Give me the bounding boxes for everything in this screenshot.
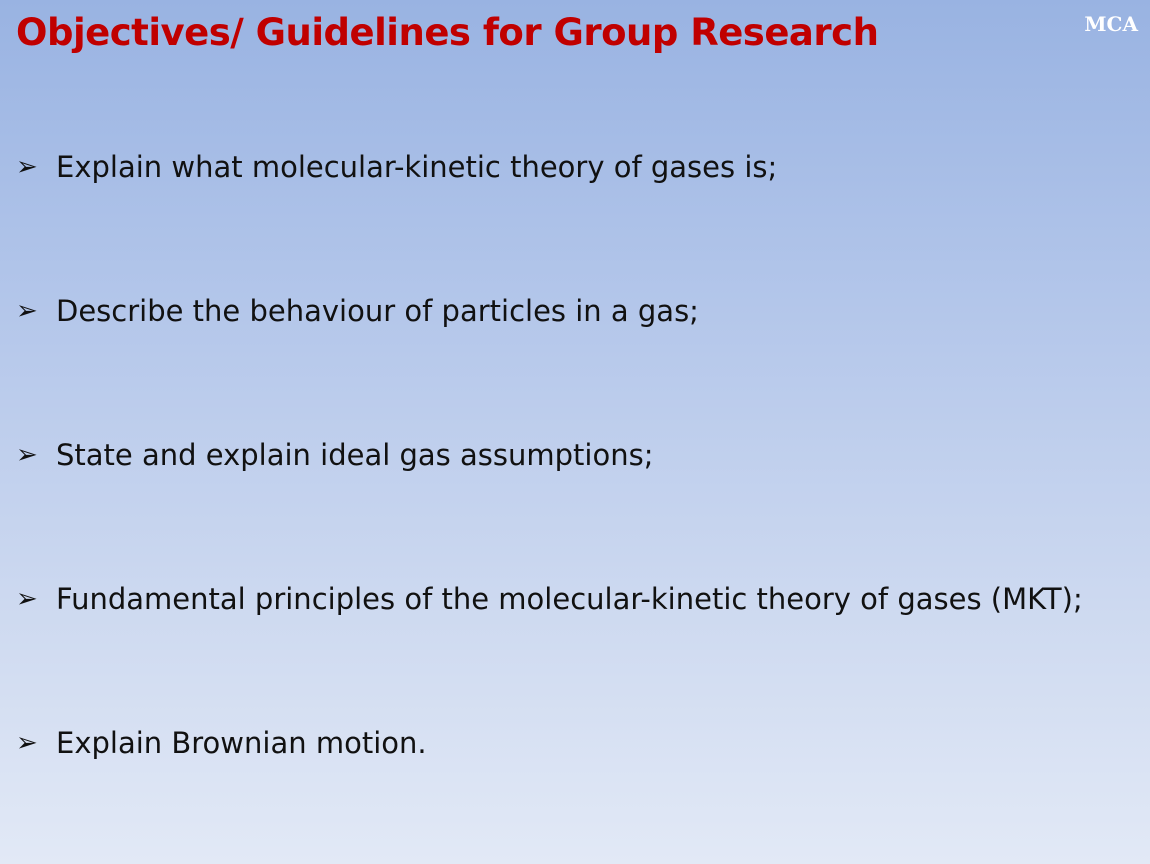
arrow-bullet-icon: ➢ xyxy=(16,440,38,470)
list-item xyxy=(16,426,1138,484)
objectives-list xyxy=(16,138,1138,858)
list-item-text: State and explain ideal gas assumptions; xyxy=(56,438,654,472)
list-item-text: Fundamental principles of the molecular-kinetic theory of gases (MKT); xyxy=(56,582,1083,616)
arrow-bullet-icon: ➢ xyxy=(16,728,38,758)
list-item xyxy=(16,570,1138,628)
slide-title: Objectives/ Guidelines for Group Research xyxy=(16,11,879,54)
arrow-bullet-icon: ➢ xyxy=(16,296,38,326)
list-item xyxy=(16,714,1138,772)
corner-mark: MCA xyxy=(1084,12,1138,36)
list-item-text: Explain what molecular-kinetic theory of gases is; xyxy=(56,150,778,184)
arrow-bullet-icon: ➢ xyxy=(16,584,38,614)
list-item xyxy=(16,282,1138,340)
arrow-bullet-icon: ➢ xyxy=(16,152,38,182)
list-item-text: Describe the behaviour of particles in a gas; xyxy=(56,294,699,328)
list-item xyxy=(16,138,1138,196)
list-item-text: Explain Brownian motion. xyxy=(56,726,427,760)
